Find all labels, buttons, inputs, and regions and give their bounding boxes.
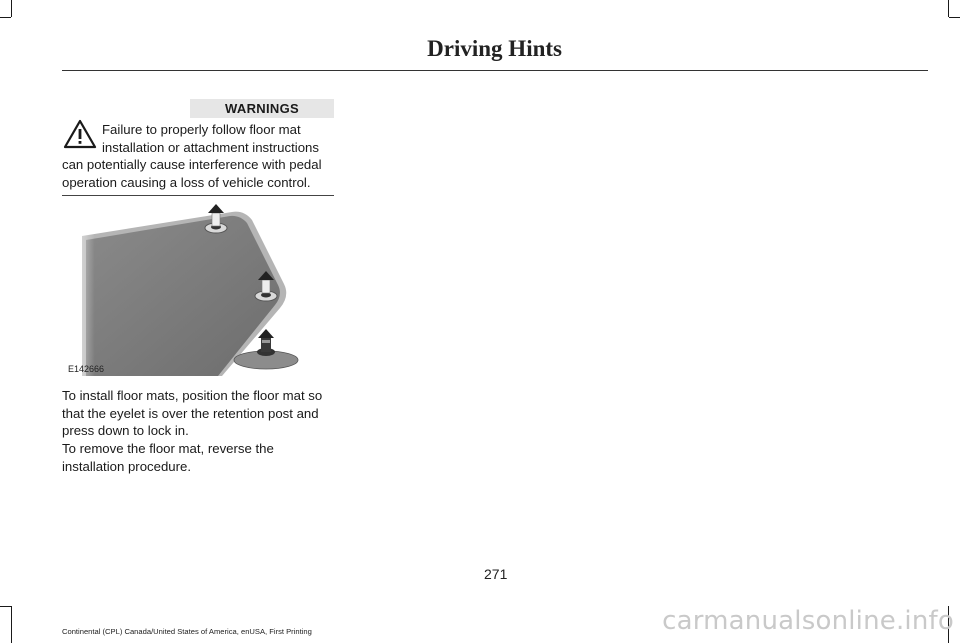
crop-mark [11,0,12,17]
crop-mark [0,606,11,607]
remove-paragraph: To remove the floor mat, reverse the installation procedure. [62,441,274,474]
header-divider [62,70,928,71]
install-paragraph: To install floor mats, position the floor mat so that the eyelet is over the retention post and press down to lock in. [62,388,323,438]
floor-mat-eyelet-illustration [62,200,334,376]
page-title: Driving Hints [427,36,562,61]
crop-mark [0,17,11,18]
warnings-heading: WARNINGS [225,101,299,116]
warning-text: Failure to properly follow floor mat installation or attachment instructions can potentially cause interference with pedal operation causing a loss of vehicle control. [62,122,322,190]
warning-divider [62,195,334,196]
warning-text-block [62,121,338,191]
figure-code: E142666 [68,364,105,374]
crop-mark [949,17,960,18]
crop-mark [948,0,949,17]
crop-mark [11,606,12,643]
warnings-heading-bar [190,99,334,118]
watermark: carmanualsonline.info [662,606,954,636]
footer-edition: Continental (CPL) Canada/United States of America, enUSA, First Printing [62,627,312,636]
page-number: 271 [484,566,508,582]
